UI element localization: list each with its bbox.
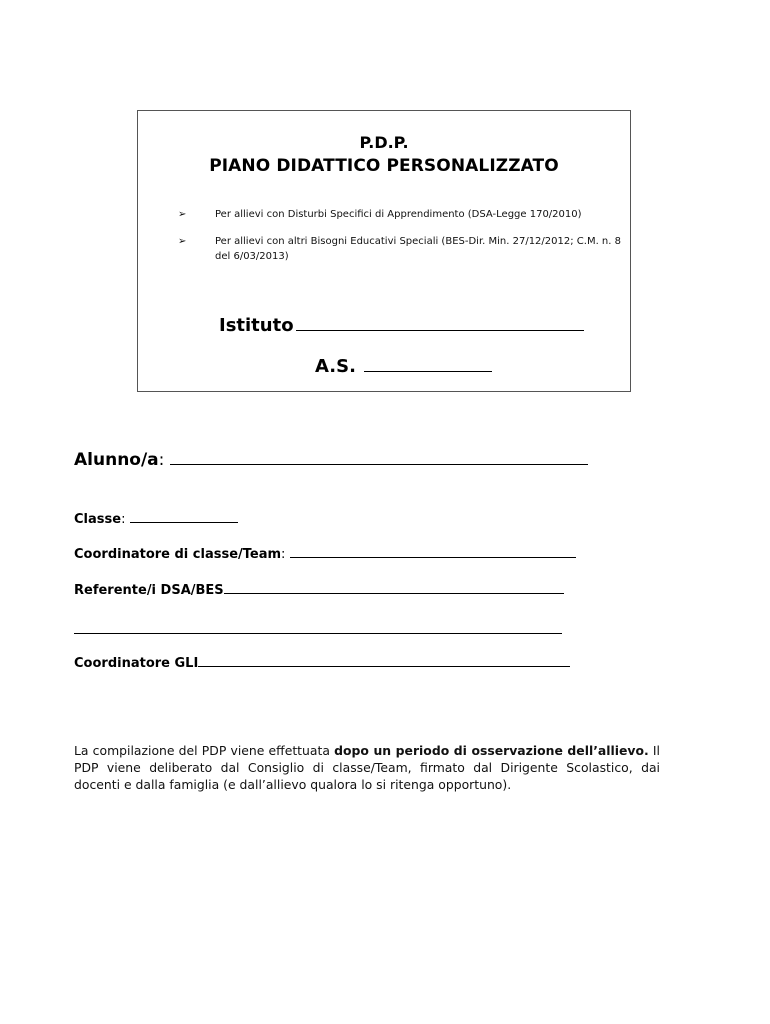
coordinatore-colon: : — [281, 547, 286, 562]
alunno-field — [74, 450, 588, 470]
coordinatore-gli-blank[interactable] — [198, 665, 570, 667]
target-audience-list — [178, 207, 628, 276]
as-label: A.S. — [315, 356, 356, 377]
coordinatore-gli-field — [74, 656, 570, 671]
title-box — [137, 110, 631, 392]
coordinatore-blank[interactable] — [290, 556, 576, 558]
list-item — [178, 234, 628, 264]
classe-colon: : — [121, 512, 126, 527]
anno-scolastico-field — [315, 356, 492, 377]
referente-field — [74, 583, 564, 598]
referente-blank[interactable] — [224, 592, 564, 594]
as-blank[interactable] — [364, 370, 492, 372]
referente-label: Referente/i DSA/BES — [74, 583, 224, 598]
note-text-start: La compilazione del PDP viene effettuata — [74, 743, 335, 758]
note-text-end: Il PDP viene deliberato dal Consiglio di classe/Team, firmato dal Dirigente Scolastico, dai docenti e dalla famiglia (e dall’allievo qualora lo si ritenga opportuno). — [74, 743, 660, 792]
note-text-bold: dopo un periodo di osservazione dell’allievo. — [334, 743, 649, 758]
bullet-text-bes: Per allievi con altri Bisogni Educativi Speciali (BES-Dir. Min. 27/12/2012; C.M. n. 8 del 6/03/2013) — [215, 236, 621, 262]
list-item — [178, 207, 628, 222]
classe-label: Classe — [74, 512, 122, 527]
extra-blank-line[interactable] — [74, 632, 562, 634]
arrow-bullet-icon: ➢ — [178, 236, 187, 247]
coordinatore-gli-label: Coordinatore GLI — [74, 656, 199, 671]
compilation-note — [74, 742, 660, 793]
alunno-blank[interactable] — [170, 463, 588, 465]
bullet-text-dsa: Per allievi con Disturbi Specifici di Apprendimento (DSA-Legge 170/2010) — [215, 209, 582, 220]
coordinatore-label: Coordinatore di classe/Team — [74, 547, 282, 562]
coordinatore-field — [74, 547, 576, 562]
document-abbreviation: P.D.P. — [359, 133, 409, 152]
istituto-label: Istituto — [219, 315, 294, 336]
document-title: PIANO DIDATTICO PERSONALIZZATO — [209, 156, 559, 176]
istituto-blank[interactable] — [296, 329, 584, 331]
alunno-label: Alunno/a — [74, 450, 159, 470]
classe-field — [74, 512, 238, 527]
arrow-bullet-icon: ➢ — [178, 209, 187, 220]
classe-blank[interactable] — [130, 521, 238, 523]
alunno-colon: : — [158, 450, 165, 470]
istituto-field — [219, 315, 584, 336]
